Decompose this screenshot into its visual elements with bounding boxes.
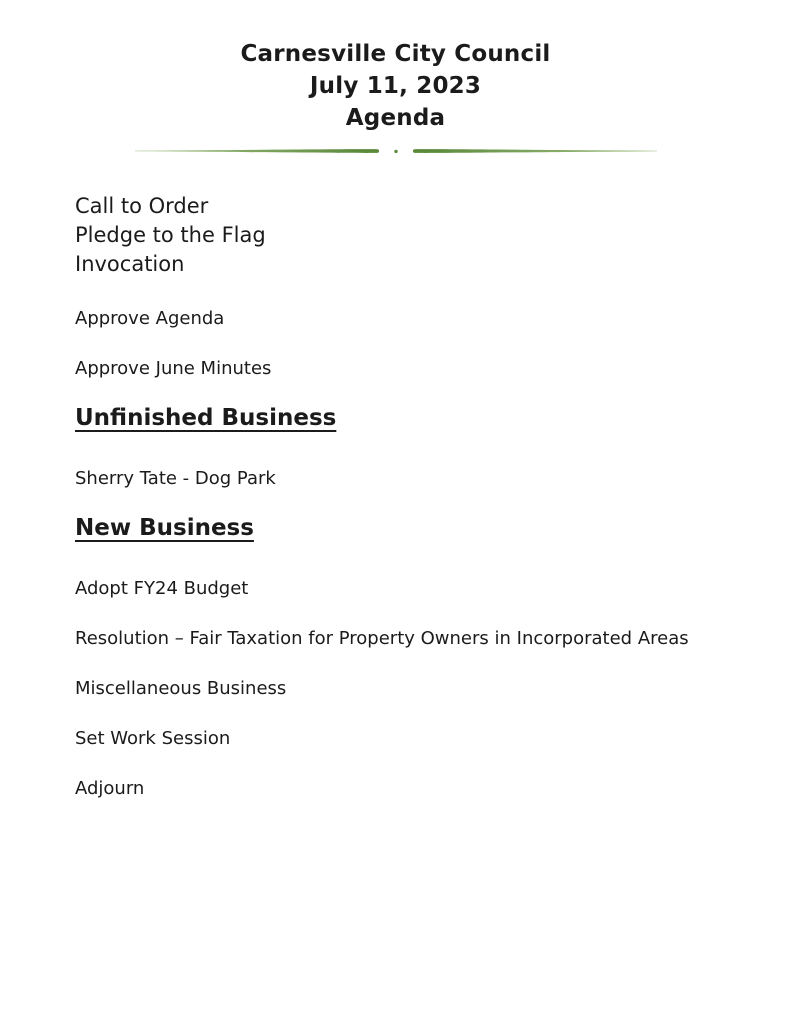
doc-title: Carnesville City Council: [240, 41, 551, 67]
document-header: [0, 0, 791, 134]
decorative-divider: [135, 146, 657, 156]
section-heading-new-business: New Business: [75, 515, 254, 541]
agenda-body: [75, 192, 731, 801]
agenda-item-miscellaneous-business: Miscellaneous Business: [75, 678, 287, 699]
agenda-item-sherry-tate-dog-park: Sherry Tate - Dog Park: [75, 468, 276, 489]
opening-item-pledge: Pledge to the Flag: [75, 223, 266, 247]
doc-subtitle: Agenda: [345, 105, 446, 131]
opening-items-block: [75, 192, 731, 279]
doc-date: July 11, 2023: [309, 73, 482, 99]
agenda-item-set-work-session: Set Work Session: [75, 728, 231, 749]
divider-right-flourish: [412, 149, 656, 153]
section-heading-unfinished-business: Unfinished Business: [75, 405, 337, 431]
agenda-item-adopt-fy24-budget: Adopt FY24 Budget: [75, 578, 249, 599]
agenda-item-approve-june-minutes: Approve June Minutes: [75, 358, 272, 379]
agenda-item-adjourn: Adjourn: [75, 778, 145, 799]
agenda-item-resolution-fair-taxation: Resolution – Fair Taxation for Property Owners in Incorporated Areas: [75, 628, 689, 649]
opening-item-invocation: Invocation: [75, 252, 185, 276]
agenda-item-approve-agenda: Approve Agenda: [75, 308, 225, 329]
opening-item-call-to-order: Call to Order: [75, 194, 209, 218]
divider-left-flourish: [135, 149, 379, 153]
divider-dot: [394, 150, 397, 153]
